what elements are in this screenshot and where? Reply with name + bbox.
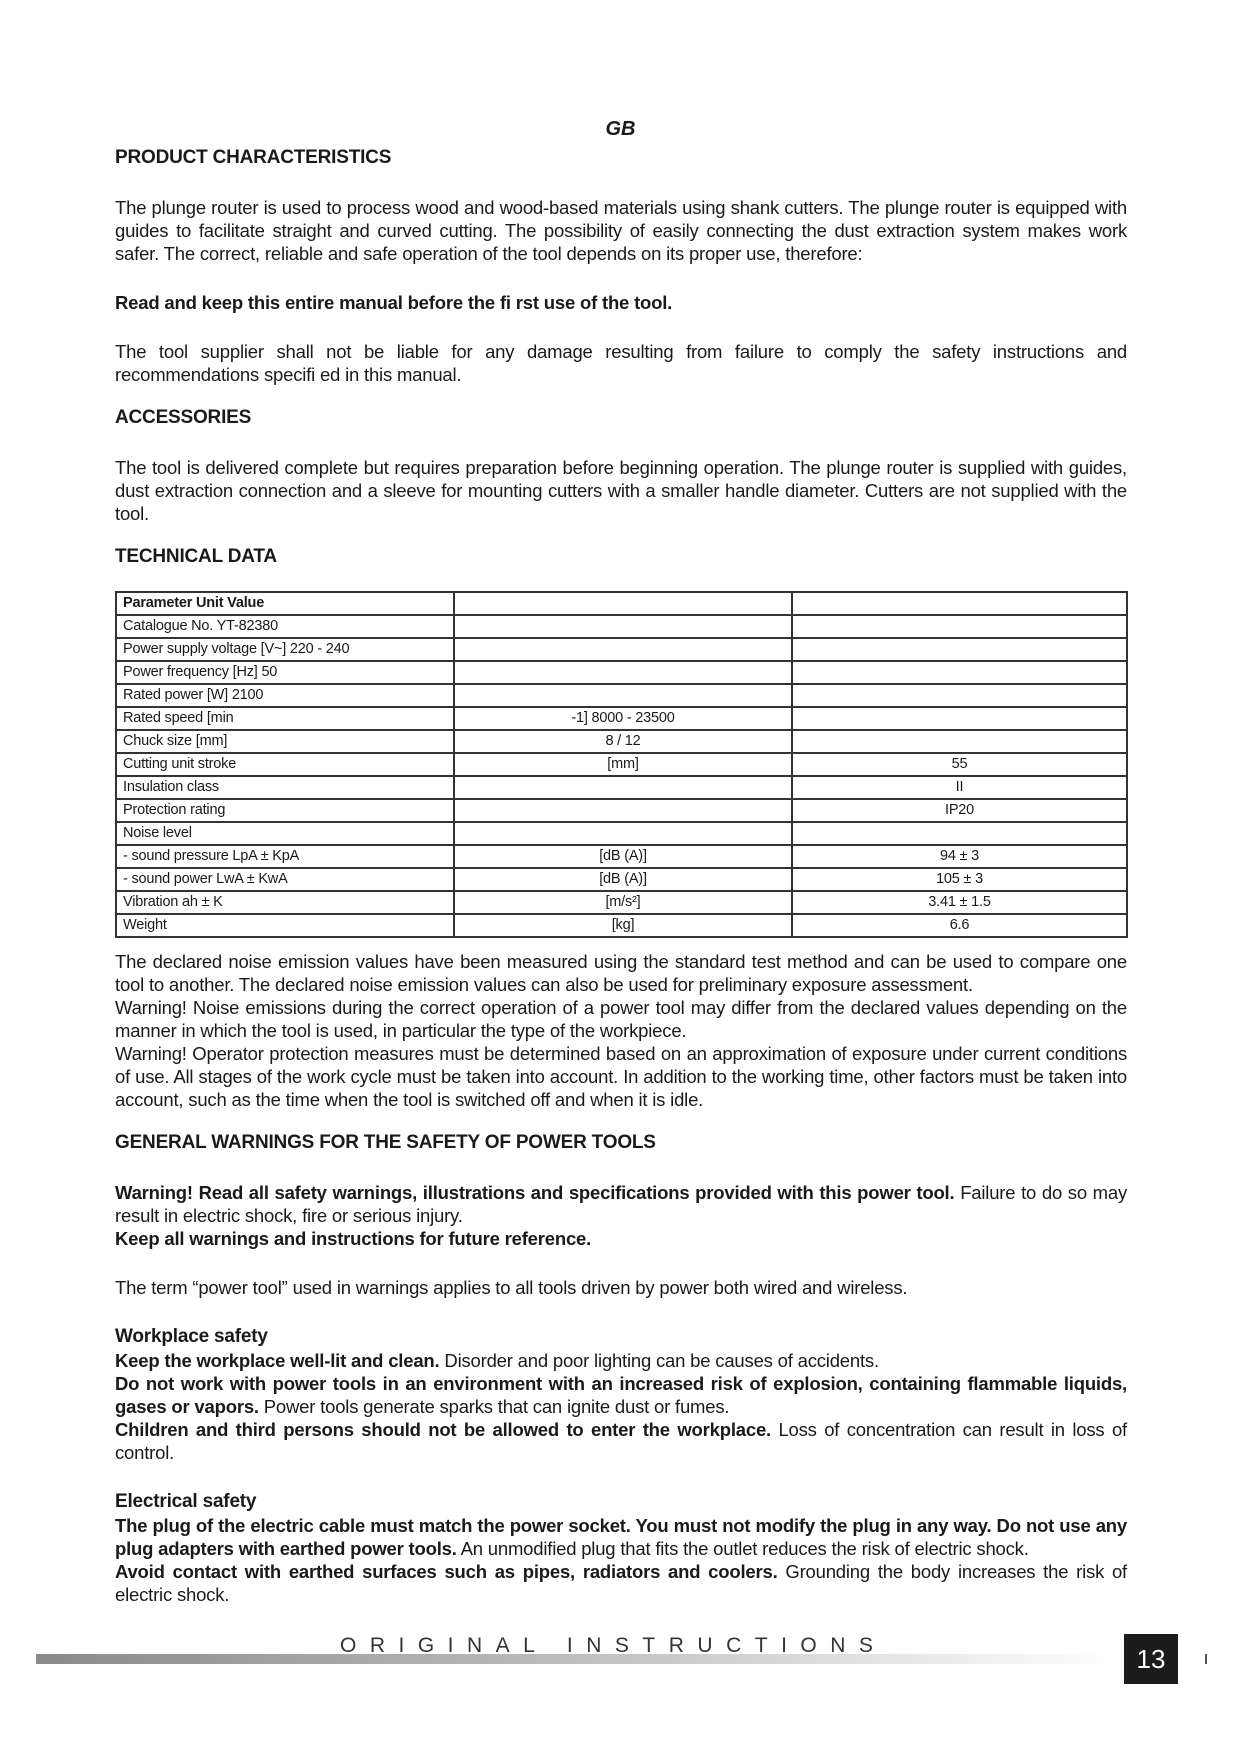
table-cell — [454, 776, 792, 799]
table-cell: - sound power LwA ± KwA — [116, 868, 454, 891]
table-cell: Power frequency [Hz] 50 — [116, 661, 454, 684]
language-code: GB — [605, 118, 636, 140]
table-cell: [kg] — [454, 914, 792, 937]
table-cell: Power supply voltage [V~] 220 - 240 — [116, 638, 454, 661]
page-number: 13 — [1124, 1634, 1178, 1684]
product-characteristics-heading: PRODUCT CHARACTERISTICS — [115, 147, 392, 168]
electrical-item-2 — [115, 1560, 1127, 1606]
page-content — [115, 146, 1127, 1606]
technical-data-heading: TECHNICAL DATA — [115, 546, 277, 567]
table-cell: [dB (A)] — [454, 845, 792, 868]
noise-paragraph: The declared noise emission values have been measured using the standard test method and can be used to compare one tool to another. The declared noise emission values can also be used for preliminary exposure assessment. — [115, 951, 1127, 995]
table-cell — [792, 707, 1127, 730]
electrical-item-1-bold: The plug of the electric cable must match the power socket. You must not modify the plug in any way. Do not use any plug adapters with earthed power tools. — [115, 1515, 1127, 1559]
table-cell — [454, 822, 792, 845]
table-row — [116, 914, 1127, 937]
table-cell — [792, 592, 1127, 615]
workplace-item-1-bold: Keep the workplace well-lit and clean. — [115, 1350, 440, 1371]
table-row — [116, 891, 1127, 914]
general-warning-bold: Warning! Read all safety warnings, illustrations and specifications provided with this power tool. — [115, 1182, 955, 1203]
product-paragraph: The plunge router is used to process wood and wood-based materials using shank cutters. The plunge router is equipped with guides to facilitate straight and curved cutting. The possibility of easily connecting the dust extraction system makes work safer. The correct, reliable and safe operation of the tool depends on its proper use, therefore: — [115, 197, 1127, 264]
table-cell — [792, 684, 1127, 707]
electrical-item-1 — [115, 1514, 1127, 1560]
table-cell — [454, 684, 792, 707]
table-cell: [m/s²] — [454, 891, 792, 914]
workplace-item-3 — [115, 1418, 1127, 1464]
table-row — [116, 592, 1127, 615]
table-cell: Rated speed [min — [116, 707, 454, 730]
table-row — [116, 845, 1127, 868]
liability-paragraph: The tool supplier shall not be liable for any damage resulting from failure to comply the safety instructions and recommendations specifi ed in this manual. — [115, 341, 1127, 385]
power-tool-term-paragraph: The term “power tool” used in warnings applies to all tools driven by power both wired and wireless. — [115, 1277, 908, 1298]
electrical-item-2-rest: Grounding the body increases the risk of electric shock. — [115, 1561, 1127, 1605]
operator-warning-paragraph: Warning! Operator protection measures must be determined based on an approximation of exposure under current conditions of use. All stages of the work cycle must be taken into account. In addition to the working time, other factors must be taken into account, such as the time when the tool is switched off and when it is idle. — [115, 1043, 1127, 1110]
table-cell: Catalogue No. YT-82380 — [116, 615, 454, 638]
general-warnings-heading: GENERAL WARNINGS FOR THE SAFETY OF POWER TOOLS — [115, 1132, 656, 1153]
table-cell: Parameter Unit Value — [116, 592, 454, 615]
workplace-item-1 — [115, 1349, 1127, 1372]
workplace-item-2-bold: Do not work with power tools in an environment with an increased risk of explosion, containing flammable liquids, gases or vapors. — [115, 1373, 1127, 1417]
table-cell: 8 / 12 — [454, 730, 792, 753]
table-cell — [792, 661, 1127, 684]
table-cell — [454, 638, 792, 661]
table-cell: Cutting unit stroke — [116, 753, 454, 776]
table-cell — [792, 822, 1127, 845]
electrical-item-2-bold: Avoid contact with earthed surfaces such as pipes, radiators and coolers. — [115, 1561, 778, 1582]
table-cell: II — [792, 776, 1127, 799]
table-row — [116, 868, 1127, 891]
table-cell: Insulation class — [116, 776, 454, 799]
table-cell — [792, 638, 1127, 661]
table-row — [116, 753, 1127, 776]
table-cell: Vibration ah ± K — [116, 891, 454, 914]
table-row — [116, 707, 1127, 730]
technical-data-table — [115, 591, 1128, 938]
table-cell: -1] 8000 - 23500 — [454, 707, 792, 730]
electrical-safety-heading: Electrical safety — [115, 1491, 257, 1512]
workplace-item-1-rest: Disorder and poor lighting can be causes of accidents. — [439, 1350, 879, 1371]
table-row — [116, 776, 1127, 799]
table-row — [116, 799, 1127, 822]
table-cell — [454, 592, 792, 615]
table-cell: Protection rating — [116, 799, 454, 822]
noise-warning-paragraph: Warning! Noise emissions during the correct operation of a power tool may differ from the declared values depending on the manner in which the tool is used, in particular the type of the workpiece. — [115, 997, 1127, 1041]
table-cell: - sound pressure LpA ± KpA — [116, 845, 454, 868]
read-manual-notice: Read and keep this entire manual before the fi rst use of the tool. — [115, 292, 673, 313]
table-cell — [792, 615, 1127, 638]
workplace-item-2-rest: Power tools generate sparks that can ignite dust or fumes. — [258, 1396, 730, 1417]
general-warning-rest: Failure to do so may result in electric shock, fire or serious injury. — [115, 1182, 1128, 1226]
accessories-heading: ACCESSORIES — [115, 407, 252, 428]
workplace-item-2 — [115, 1372, 1127, 1418]
general-warning-paragraph — [115, 1181, 1127, 1227]
keep-warnings-notice: Keep all warnings and instructions for future reference. — [115, 1228, 592, 1249]
table-row — [116, 730, 1127, 753]
accessories-paragraph: The tool is delivered complete but requires preparation before beginning operation. The plunge router is supplied with guides, dust extraction connection and a sleeve for mounting cutters with a smaller handle diameter. Cutters are not supplied with the tool. — [115, 457, 1127, 524]
workplace-safety-heading: Workplace safety — [115, 1326, 268, 1347]
table-row — [116, 822, 1127, 845]
table-cell — [454, 615, 792, 638]
table-cell — [792, 730, 1127, 753]
workplace-item-3-rest: Loss of concentration can result in loss of control. — [115, 1419, 1127, 1463]
table-cell: [dB (A)] — [454, 868, 792, 891]
table-cell: Noise level — [116, 822, 454, 845]
table-cell: 94 ± 3 — [792, 845, 1127, 868]
table-row — [116, 638, 1127, 661]
side-tick-mark — [1205, 1654, 1207, 1664]
workplace-item-3-bold: Children and third persons should not be allowed to enter the workplace. — [115, 1419, 771, 1440]
table-cell — [454, 799, 792, 822]
table-cell: [mm] — [454, 753, 792, 776]
table-cell: Rated power [W] 2100 — [116, 684, 454, 707]
table-cell — [454, 661, 792, 684]
table-row — [116, 661, 1127, 684]
table-cell: 3.41 ± 1.5 — [792, 891, 1127, 914]
table-row — [116, 684, 1127, 707]
table-cell: Weight — [116, 914, 454, 937]
table-row — [116, 615, 1127, 638]
table-cell: IP20 — [792, 799, 1127, 822]
footer-original-instructions: ORIGINAL INSTRUCTIONS — [340, 1634, 887, 1657]
table-cell: 55 — [792, 753, 1127, 776]
table-cell: Chuck size [mm] — [116, 730, 454, 753]
electrical-item-1-rest: An unmodified plug that fits the outlet reduces the risk of electric shock. — [456, 1538, 1029, 1559]
table-cell: 105 ± 3 — [792, 868, 1127, 891]
table-cell: 6.6 — [792, 914, 1127, 937]
